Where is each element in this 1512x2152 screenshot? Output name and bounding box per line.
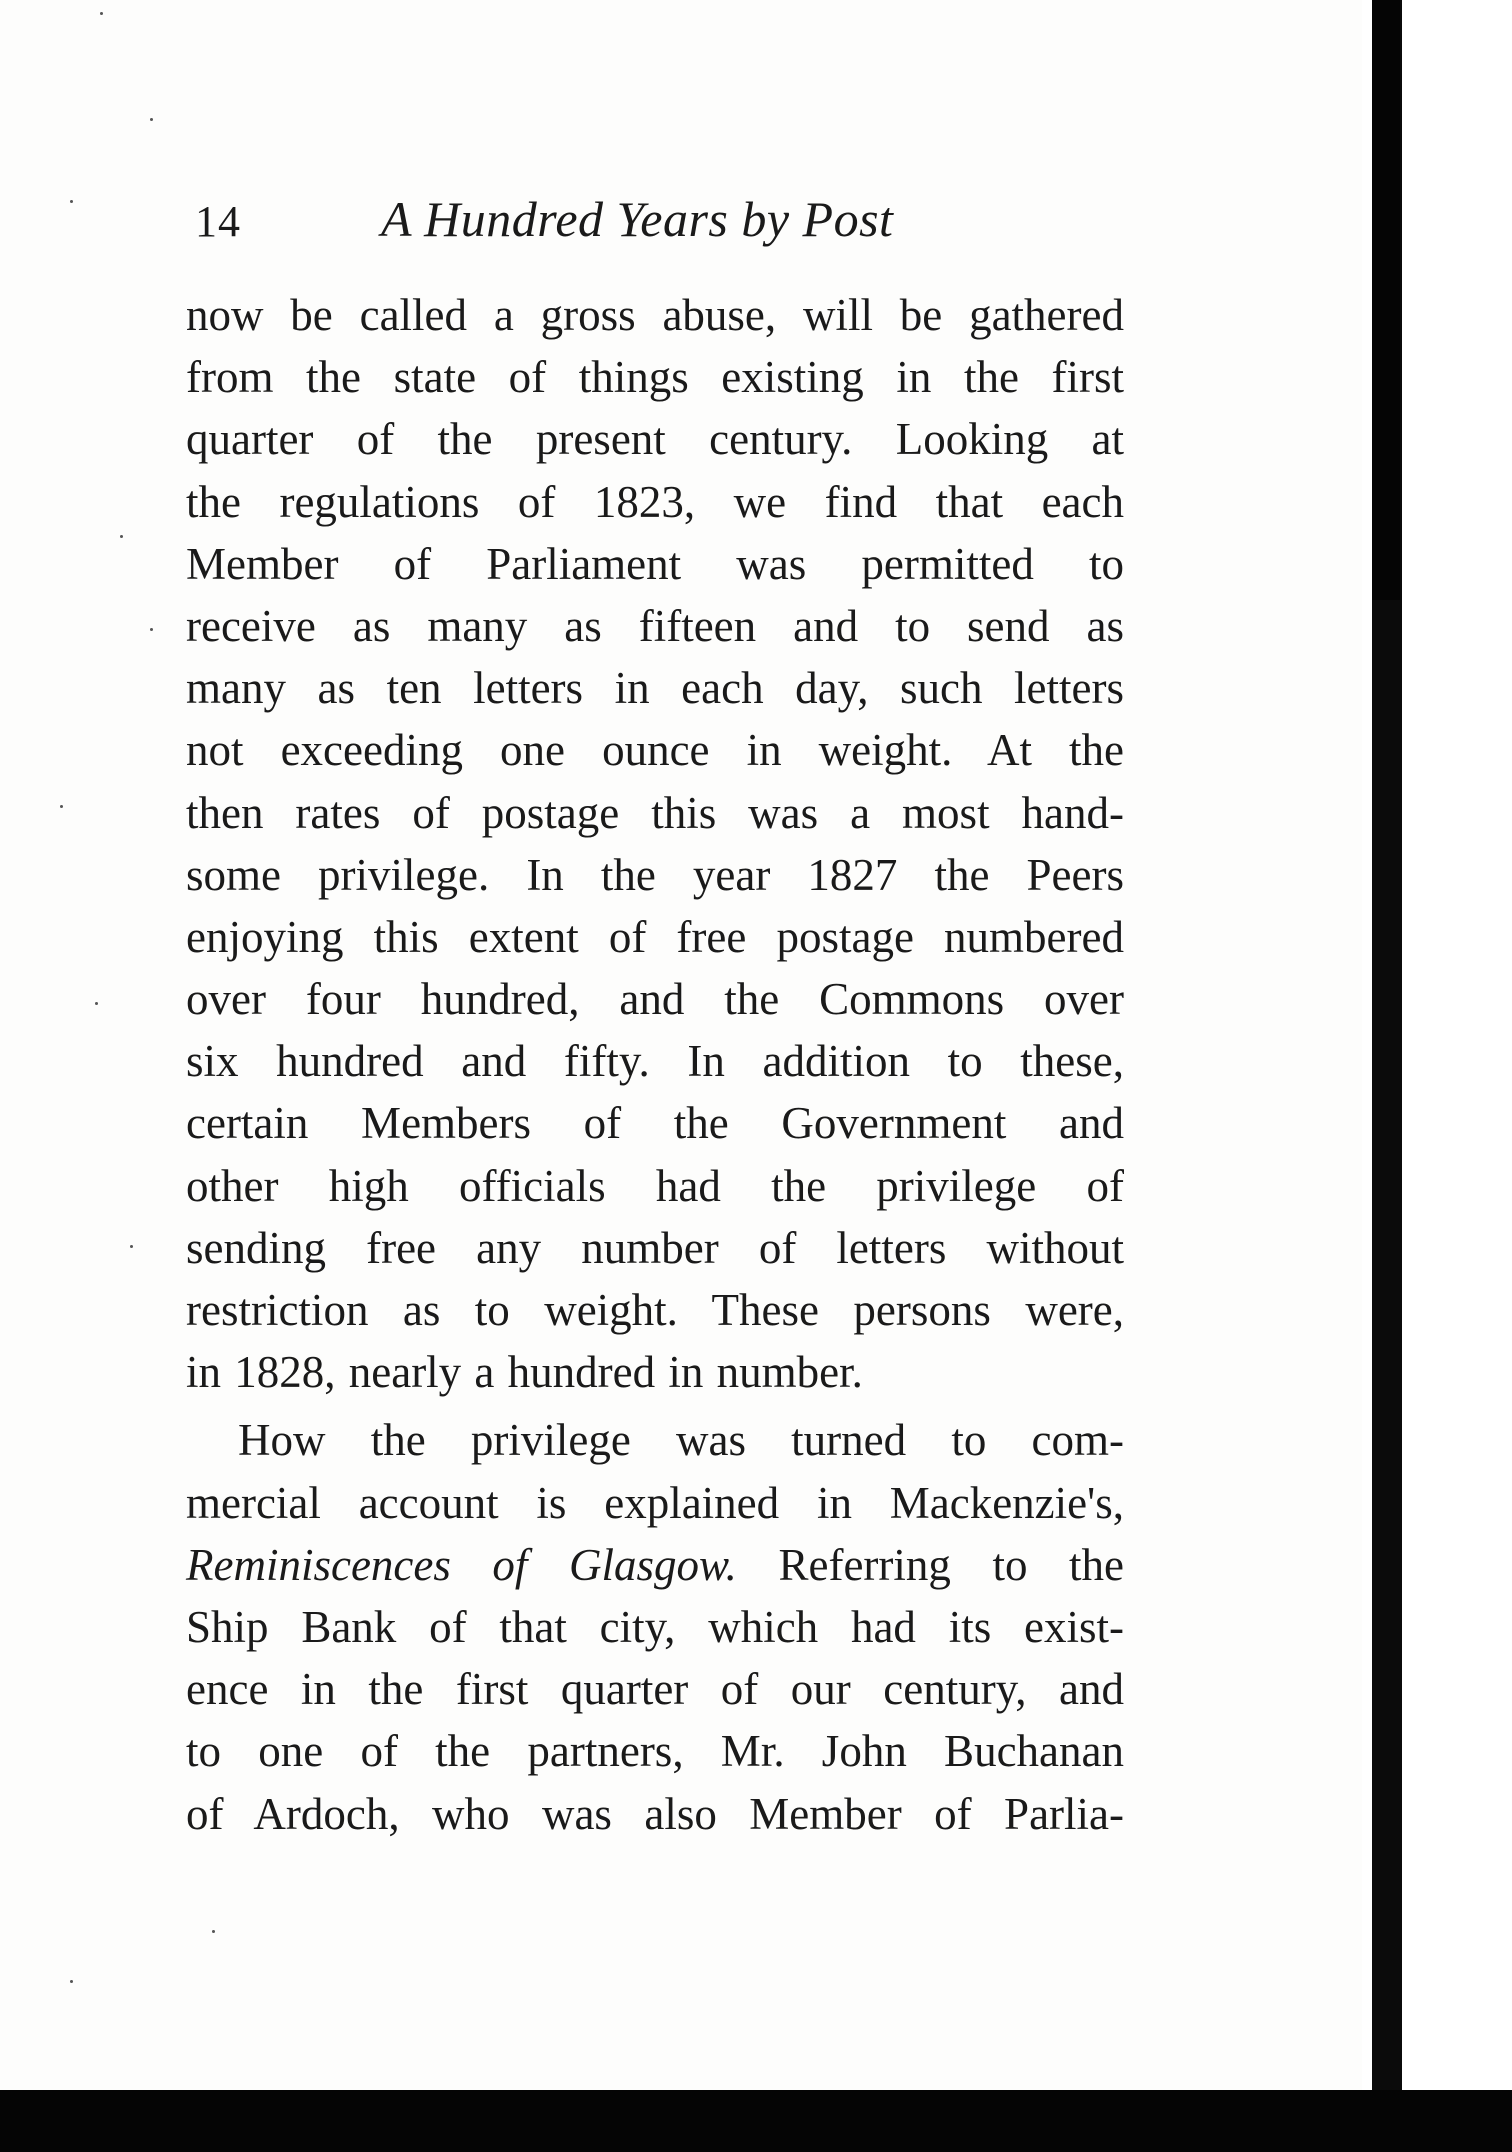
scan-speck: [212, 1930, 215, 1933]
text-line: of Ardoch, who was also Member of Parlia-: [186, 1788, 1124, 1839]
scan-speck: [120, 535, 123, 538]
scan-speck: [60, 805, 63, 808]
scan-speck: [100, 12, 103, 15]
text-line: from the state of things existing in the first: [186, 352, 1124, 403]
text-line: some privilege. In the year 1827 the Peers: [186, 849, 1124, 900]
running-title: A Hundred Years by Post: [381, 191, 894, 247]
text-fragment: Referring to the: [736, 1539, 1124, 1590]
text-line: in 1828, nearly a hundred in number.: [186, 1347, 863, 1398]
scan-bottom-edge: [0, 2090, 1512, 2152]
text-line: not exceeding one ounce in weight. At the: [186, 725, 1124, 776]
scan-speck: [130, 1245, 133, 1248]
text-line: now be called a gross abuse, will be gathered: [186, 290, 1124, 340]
text-line: certain Members of the Government and: [186, 1098, 1124, 1149]
scan-speck: [150, 118, 153, 121]
scan-speck: [95, 1002, 98, 1005]
text-line: many as ten letters in each day, such letters: [186, 663, 1124, 714]
body-text: [186, 284, 1124, 1845]
text-line: ence in the first quarter of our century, and: [186, 1664, 1124, 1715]
text-line: sending free any number of letters without: [186, 1222, 1124, 1273]
text-line: six hundred and fifty. In addition to these,: [186, 1036, 1124, 1087]
text-line: quarter of the present century. Looking at: [186, 414, 1124, 465]
text-line: [186, 1534, 1124, 1596]
text-line: to one of the partners, Mr. John Buchanan: [186, 1726, 1124, 1777]
book-title-italic: Reminiscences of Glasgow.: [186, 1539, 737, 1590]
text-line: Ship Bank of that city, which had its exist-: [186, 1601, 1124, 1652]
text-line: the regulations of 1823, we find that each: [186, 476, 1124, 527]
text-line: Member of Parliament was permitted to: [186, 538, 1124, 589]
page-number: 14: [195, 197, 241, 246]
text-line: mercial account is explained in Mackenzie's,: [186, 1477, 1124, 1528]
text-line: then rates of postage this was a most hand-: [186, 787, 1124, 838]
binding-shadow-top: [1372, 0, 1400, 600]
text-line: restriction as to weight. These persons were,: [186, 1285, 1124, 1335]
scan-speck: [70, 1980, 73, 1983]
text-line: other high officials had the privilege of: [186, 1160, 1124, 1211]
text-line: receive as many as fifteen and to send as: [186, 600, 1124, 651]
page-header: [195, 190, 1195, 250]
text-line: enjoying this extent of free postage numbered: [186, 911, 1124, 962]
scan-speck: [150, 628, 153, 631]
text-line: How the privilege was turned to com-: [238, 1415, 1124, 1466]
text-line: over four hundred, and the Commons over: [186, 974, 1124, 1025]
scan-speck: [70, 200, 73, 203]
